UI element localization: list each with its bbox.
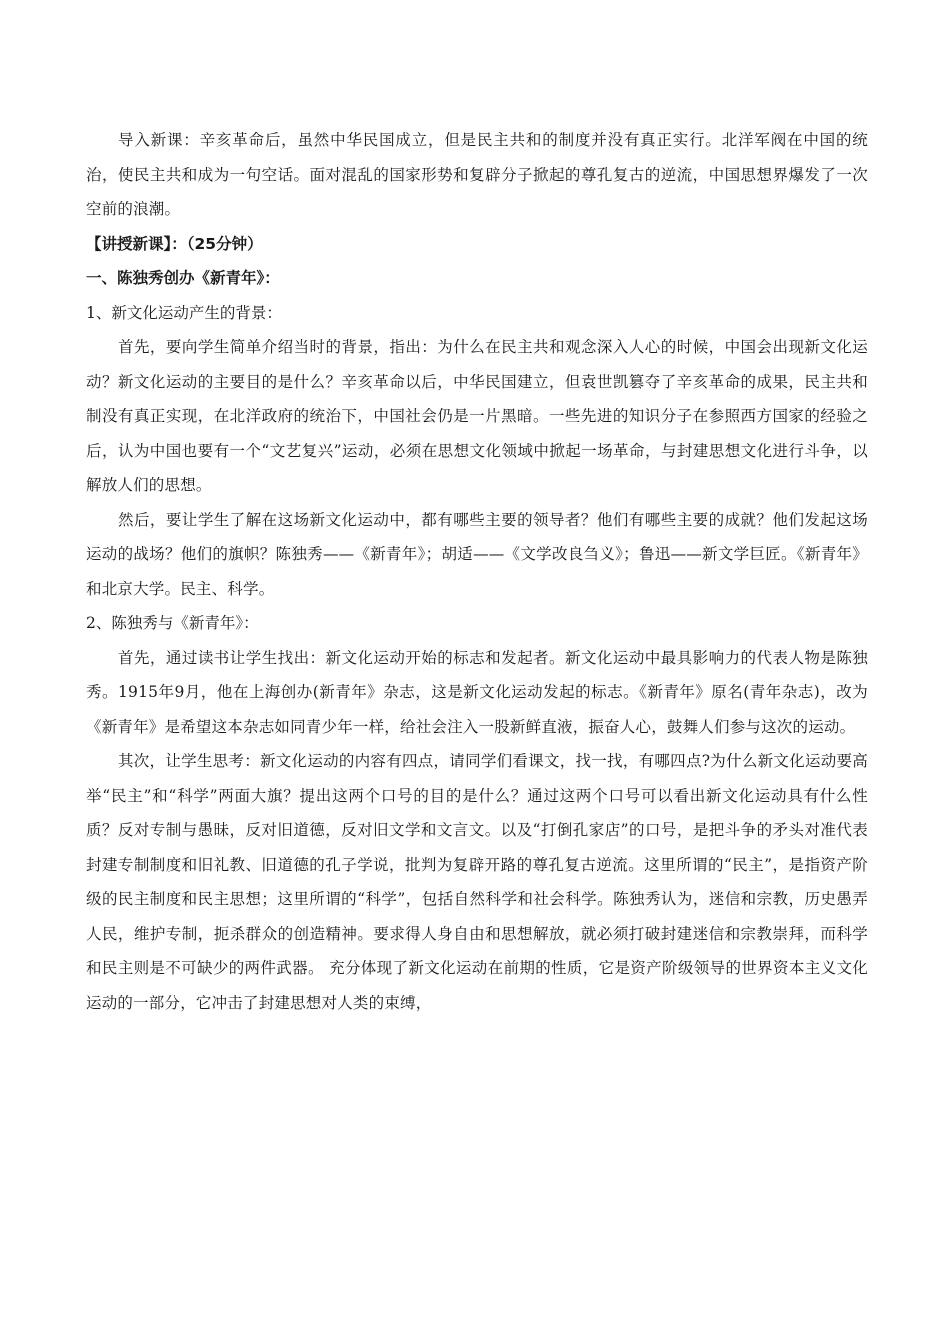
- paragraph-2: 然后，要让学生了解在这场新文化运动中，都有哪些主要的领导者？他们有哪些主要的成就？他们发起这场运动的战场？他们的旗帜？陈独秀——《新青年》；胡适——《文学改良刍义》；鲁迅——新文学巨匠。《新青年》和北京大学。民主、科学。: [86, 510, 868, 598]
- document-body: [86, 123, 868, 1020]
- subheading-2: 2、陈独秀与《新青年》：: [86, 614, 259, 632]
- intro-paragraph: 导入新课：辛亥革命后，虽然中华民国成立，但是民主共和的制度并没有真正实行。北洋军阀在中国的统治，使民主共和成为一句空话。面对混乱的国家形势和复辟分子掀起的尊孔复古的逆流，中国思想界爆发了一次空前的浪潮。: [86, 131, 868, 218]
- subheading-1: 1、新文化运动产生的背景：: [86, 303, 282, 322]
- paragraph-1: 首先，要向学生简单介绍当时的背景，指出：为什么在民主共和观念深入人心的时候，中国会出现新文化运动？新文化运动的主要目的是什么？辛亥革命以后，中华民国建立，但袁世凯篡夺了辛亥革命的成果，民主共和制没有真正实现，在北洋政府的统治下，中国社会仍是一片黑暗。一些先进的知识分子在参照西方国家的经验之后，认为中国也要有一个“文艺复兴”运动，必须在思想文化领域中掀起一场革命，与封建思想文化进行斗争，以解放人们的思想。: [86, 338, 868, 494]
- paragraph-3: 首先，通过读书让学生找出：新文化运动开始的标志和发起者。新文化运动中最具影响力的代表人物是陈独秀。1915年9月，他在上海创办(新青年》杂志，这是新文化运动发起的标志。《新青年》原名(青年杂志)，改为《新青年》是希望这本杂志如同青少年一样，给社会注入一股新鲜直液，振奋人心，鼓舞人们参与这次的运动。: [86, 648, 868, 736]
- section-label: 【讲授新课】：（25分钟）: [86, 234, 263, 253]
- paragraph-4: 其次，让学生思考：新文化运动的内容有四点，请同学们看课文，找一找，有哪四点?为什么新文化运动要高举“民主”和“科学”两面大旗？提出这两个口号的目的是什么？通过这两个口号可以看出新文化运动具有什么性质？反对专制与愚昧，反对旧道德，反对旧文学和文言文。以及“打倒孔家店”的口号，是把斗争的矛头对准代表封建专制制度和旧礼教、旧道德的孔子学说，批判为复辟开路的尊孔复古逆流。这里所谓的“民主”，是指资产阶级的民主制度和民主思想；这里所谓的“科学”，包括自然科学和社会科学。陈独秀认为，迷信和宗教，历史愚弄人民，维护专制，扼杀群众的创造精神。要求得人身自由和思想解放，就必须打破封建迷信和宗教崇拜，而科学和民主则是不可缺少的两件武器。 充分体现了新文化运动在前期的性质，它是资产阶级领导的世界资本主义文化运动的一部分，它冲击了封建思想对人类的束缚，: [86, 752, 868, 1012]
- heading-1: 一、陈独秀创办《新青年》：: [86, 269, 280, 287]
